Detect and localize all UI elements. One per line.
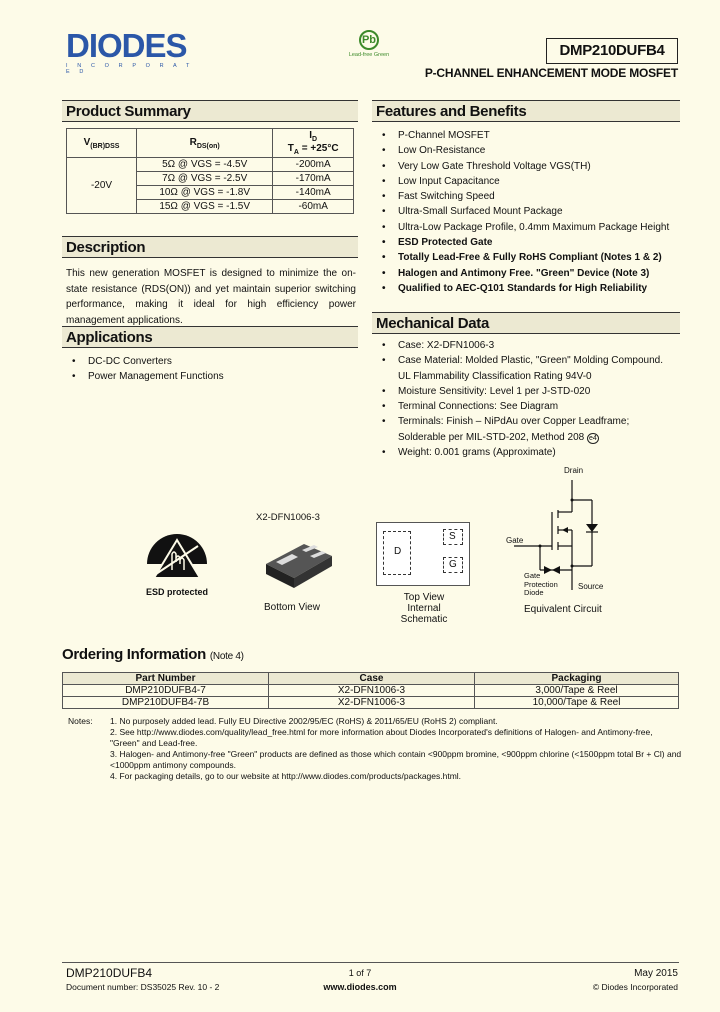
footer-part-number: DMP210DUFB4 — [66, 966, 153, 980]
footer-date: May 2015 — [634, 968, 678, 979]
note-item: 4. For packaging details, go to our website at http://www.diodes.com/products/packages.html. — [110, 771, 462, 781]
e4-mark-icon: e4 — [589, 434, 597, 442]
list-item: • Case Material: Molded Plastic, "Green" Molding Compound. UL Flammability Classification Rating 94V-0 — [376, 353, 676, 384]
table-row — [63, 685, 679, 697]
footer-document-number: Document number: DS35025 Rev. 10 - 2 — [66, 982, 220, 992]
list-item: • Terminal Connections: See Diagram — [376, 399, 676, 414]
esd-label: ESD protected — [145, 587, 208, 597]
list-item: • Ultra-Low Package Profile, 0.4mm Maximum Package Height — [376, 220, 676, 235]
rds-value: 15Ω @ VGS = -1.5V — [137, 200, 273, 214]
part-number-title: DMP210DUFB4 — [546, 38, 678, 64]
product-summary-heading: Product Summary — [62, 100, 358, 122]
pin-d-label: D — [394, 546, 402, 557]
esd-hand-icon — [142, 530, 212, 582]
description-text: This new generation MOSFET is designed to minimize the on-state resistance (RDS(ON)) and yet maintain superior switching performance, making it ideal for high efficiency power management applications. — [66, 268, 356, 326]
id-value: -60mA — [273, 200, 354, 214]
footer-copyright: © Diodes Incorporated — [592, 982, 678, 992]
rds-value: 10Ω @ VGS = -1.8V — [137, 186, 273, 200]
footer-page-number: 1 of 7 — [348, 968, 372, 978]
top-view-caption — [386, 592, 462, 625]
source-label: Source — [578, 582, 604, 591]
list-item: • Weight: 0.001 grams (Approximate) — [376, 445, 676, 460]
applications-list — [66, 354, 356, 385]
id-value: -140mA — [273, 186, 354, 200]
gate-label: Gate — [506, 536, 524, 545]
id-value: -200mA — [273, 158, 354, 172]
list-item: • ESD Protected Gate — [376, 235, 676, 250]
device-subtitle: P-CHANNEL ENHANCEMENT MODE MOSFET — [424, 66, 678, 80]
table-cell: X2-DFN1006-3 — [269, 697, 475, 709]
list-item: • Halogen and Antimony Free. "Green" Device (Note 3) — [376, 266, 676, 281]
ordering-title: Ordering Information — [62, 646, 207, 663]
column-header: Case — [269, 673, 475, 685]
lead-free-icon: Pb — [359, 30, 379, 50]
pin-s-label: S — [449, 531, 456, 542]
vbrdss-value: -20V — [67, 158, 137, 214]
notes-label: Notes: — [68, 716, 93, 726]
rds-value: 7Ω @ VGS = -2.5V — [137, 172, 273, 186]
list-item: • Low Input Capacitance — [376, 174, 676, 189]
drain-label: Drain — [564, 466, 584, 475]
pin-g-label: G — [449, 559, 457, 570]
bottom-view-label: Bottom View — [264, 602, 320, 613]
list-item: • Qualified to AEC-Q101 Standards for High Reliability — [376, 281, 676, 296]
applications-heading: Applications — [62, 326, 358, 348]
note-item: 1. No purposely added lead. Fully EU Directive 2002/95/EC (RoHS) & 2011/65/EU (RoHS 2) compliant. — [110, 716, 498, 726]
pin-g-pad — [443, 557, 463, 573]
footer-website-link[interactable]: www.diodes.com — [323, 982, 397, 992]
equivalent-circuit — [500, 466, 620, 616]
mechanical-list — [376, 338, 676, 460]
esd-symbol — [132, 530, 222, 597]
table-cell: X2-DFN1006-3 — [269, 685, 475, 697]
list-item: • Case: X2-DFN1006-3 — [376, 338, 676, 353]
notes-list — [110, 716, 682, 782]
product-summary-table — [66, 128, 354, 214]
lead-free-badge — [342, 30, 396, 58]
id-value: -170mA — [273, 172, 354, 186]
pin-d-pad — [383, 531, 411, 575]
gate-diode-label — [524, 572, 558, 598]
ordering-heading — [62, 646, 244, 663]
column-header: Part Number — [63, 673, 269, 685]
note-item: 3. Halogen- and Antimony-free "Green" products are defined as those which contain <900ppm bromine, <900ppm chlorine (<1500ppm total Br + Cl) and <1000ppm antimony compounds. — [110, 749, 682, 770]
list-item: • DC-DC Converters — [66, 354, 356, 369]
ordering-table — [62, 672, 679, 709]
list-item: • Fast Switching Speed — [376, 189, 676, 204]
gate-diode-line: Protection — [524, 579, 558, 589]
gate-diode-line: Diode — [524, 588, 544, 597]
gate-diode-line: Gate — [524, 571, 541, 580]
diodes-logo — [66, 27, 194, 75]
description-heading: Description — [62, 236, 358, 258]
header-id: $I_D$ $T_A = +25^\circ C$ — [273, 129, 354, 158]
ordering-note: (Note 4) — [209, 651, 244, 662]
lead-free-label: Lead-free Green — [348, 52, 390, 58]
pin-s-pad — [443, 529, 463, 545]
list-item — [376, 414, 676, 445]
list-item: • Ultra-Small Surfaced Mount Package — [376, 204, 676, 219]
list-item: • Very Low Gate Threshold Voltage VGS(TH) — [376, 159, 676, 174]
package-bottom-image — [258, 536, 338, 596]
features-heading: Features and Benefits — [372, 100, 680, 122]
table-cell: DMP210DUFB4-7B — [63, 697, 269, 709]
equivalent-circuit-label: Equivalent Circuit — [524, 604, 602, 615]
mechanical-heading: Mechanical Data — [372, 312, 680, 334]
header-vbrdss: $V_{(BR)DSS}$ — [67, 129, 137, 158]
terminals-text: Terminals: Finish – NiPdAu over Copper Leadframe; Solderable per MIL-STD-202, Method 208 — [398, 416, 630, 443]
top-view-diagram — [376, 522, 470, 586]
package-label: X2-DFN1006-3 — [256, 512, 320, 523]
features-list — [376, 128, 676, 296]
header-rdson: $R_{DS(on)}$ — [137, 129, 273, 158]
column-header: Packaging — [475, 673, 679, 685]
table-cell: 10,000/Tape & Reel — [475, 697, 679, 709]
list-item: • Power Management Functions — [66, 369, 356, 384]
rds-value: 5Ω @ VGS = -4.5V — [137, 158, 273, 172]
internal-schematic-label: Internal Schematic — [400, 603, 448, 625]
table-cell: DMP210DUFB4-7 — [63, 685, 269, 697]
list-item: • Low On-Resistance — [376, 143, 676, 158]
logo-text: DIODES — [66, 27, 187, 64]
table-cell: 3,000/Tape & Reel — [475, 685, 679, 697]
list-item: • Totally Lead-Free & Fully RoHS Compliant (Notes 1 & 2) — [376, 250, 676, 265]
list-item: • P-Channel MOSFET — [376, 128, 676, 143]
table-row — [63, 697, 679, 709]
top-view-label: Top View — [403, 592, 445, 603]
list-item: • Moisture Sensitivity: Level 1 per J-STD-020 — [376, 384, 676, 399]
footer-divider — [62, 962, 679, 963]
logo-subtext: I N C O R P O R A T E D — [66, 63, 194, 75]
note-item: 2. See http://www.diodes.com/quality/lead_free.html for more information about Diodes Incorporated's definitions of Halogen- and Antimony-free, "Green" and Lead-free. — [110, 727, 653, 748]
